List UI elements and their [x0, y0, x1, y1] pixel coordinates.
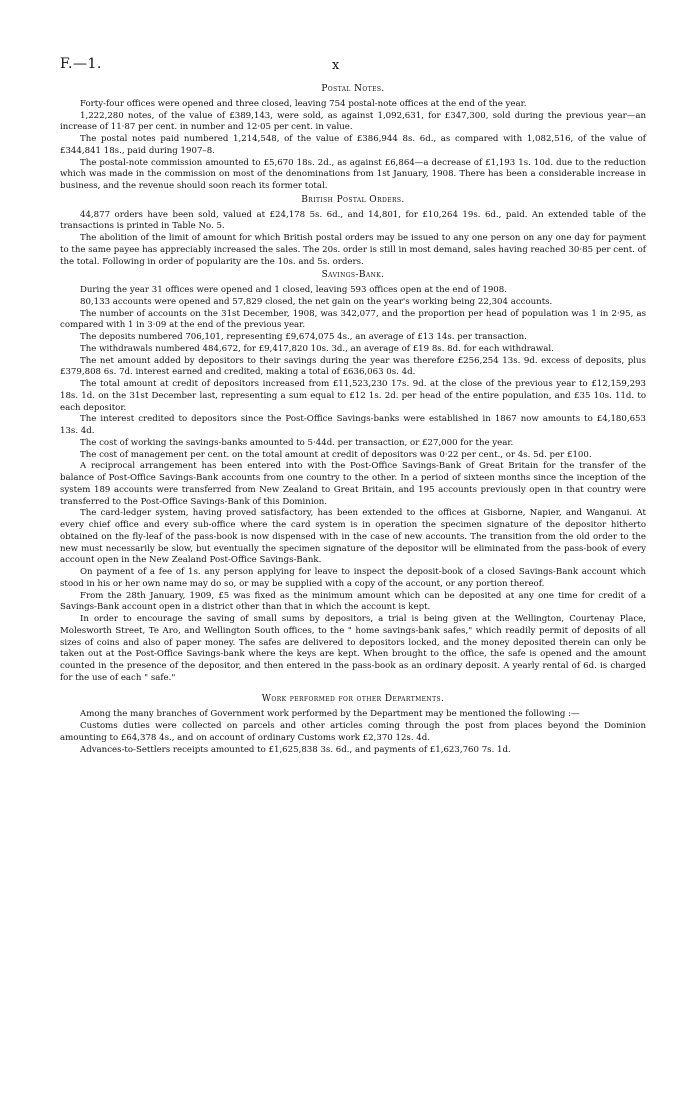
- section-heading-british-postal-orders: British Postal Orders.: [301, 194, 405, 205]
- paragraph: 44,877 orders have been sold, valued at £24,178 5s. 6d., and 14,801, for £10,264 19s. 6d., paid. An extended table of the transactions is printed in Table No. 5.: [60, 209, 646, 232]
- paragraph: The net amount added by depositors to their savings during the year was therefore £256,254 13s. 9d. excess of deposits, plus £379,808 6s. 7d. interest earned and credited, making a total of £636,063 0s. 4d.: [60, 355, 646, 378]
- paragraph: The cost of working the savings-banks amounted to 5·44d. per transaction, or £27,000 for the year.: [80, 437, 514, 448]
- paragraph: 80,133 accounts were opened and 57,829 closed, the net gain on the year's working being 22,304 accounts.: [80, 296, 553, 307]
- paragraph: From the 28th January, 1909, £5 was fixed as the minimum amount which can be deposited at any one time for credit of a Savings-Bank account open in a district other than that in which the account is kept.: [60, 590, 646, 613]
- paragraph: Among the many branches of Government work performed by the Department may be mentioned the following :—: [80, 709, 580, 720]
- section-heading-savings-bank: Savings-Bank.: [321, 270, 385, 281]
- paragraph: The card-ledger system, having proved satisfactory, has been extended to the offices at Gisborne, Napier, and Wanganui. At every chief office and every sub-office where the card system is in operation the specimen signature of the depositor hitherto obtained on the fly-leaf of the pass-book is now dispensed with in the case of new accounts. The transition from the old order to the new must necessarily be slow, but eventually the specimen signature of the depositor will be eliminated from the pass-book of every account open in the New Zealand Post-Office Savings-Bank.: [60, 508, 646, 566]
- paragraph: The cost of management per cent. on the total amount at credit of depositors was 0·22 per cent., or 4s. 5d. per £100.: [80, 449, 592, 460]
- section-heading-work-other-departments: Work performed for other Departments.: [261, 693, 445, 704]
- paragraph: 1,222,280 notes, of the value of £389,143, were sold, as against 1,092,631, for £347,300, sold during the previous year—an increase of 11·87 per cent. in number and 12·05 per cent. in value.: [60, 110, 646, 133]
- paragraph: Advances-to-Settlers receipts amounted to £1,625,838 3s. 6d., and payments of £1,623,760 7s. 1d.: [80, 744, 511, 755]
- paragraph: The deposits numbered 706,101, representing £9,674,075 4s., an average of £13 14s. per transaction.: [80, 332, 527, 342]
- paragraph: On payment of a fee of 1s. any person applying for leave to inspect the deposit-book of a closed Savings-Bank account which stood in his or her own name may do so, or may be supplied with a copy of the account, or any portion thereof.: [60, 567, 646, 589]
- paragraph: During the year 31 offices were opened and 1 closed, leaving 593 offices open at the end of 1908.: [80, 285, 507, 295]
- document-body: [60, 82, 646, 756]
- paragraph: In order to encourage the saving of small sums by depositors, a trial is being given at the Wellington, Courtenay Place, Molesworth Street, Te Aro, and Wellington South offices, to the " home savings-bank safes," which readily permit of deposits of all sizes of coins and also of paper money. The safes are delivered to depositors locked, and the money deposited therein can only be taken out at the Post-Office Savings-bank where the keys are kept. When brought to the office, the safe is opened and the amount counted in the presence of the depositor, and then entered in the pass-book as an ordinary deposit. A yearly rental of 6d. is charged for the use of each " safe.": [60, 614, 646, 683]
- paragraph: The withdrawals numbered 484,672, for £9,417,820 10s. 3d., an average of £19 8s. 8d. for each withdrawal.: [80, 343, 554, 354]
- page-number: x: [332, 58, 340, 73]
- document-reference: F.—1.: [60, 56, 102, 72]
- paragraph: The postal notes paid numbered 1,214,548, of the value of £386,944 8s. 6d., as compared with 1,082,516, of the value of £344,841 18s., paid during 1907–8.: [60, 134, 646, 156]
- paragraph: The interest credited to depositors since the Post-Office Savings-banks were established in 1867 now amounts to £4,180,653 13s. 4d.: [60, 414, 646, 436]
- paragraph: A reciprocal arrangement has been entered into with the Post-Office Savings-Bank of Great Britain for the transfer of the balance of Post-Office Savings-Bank accounts from one country to the other. In a period of sixteen months since the inception of the system 189 accounts were transferred from New Zealand to Great Britain, and 195 accounts previously open in that country were transferred to the Post-Office Savings-Bank of this Dominion.: [60, 461, 646, 507]
- paragraph: Customs duties were collected on parcels and other articles coming through the post from places beyond the Dominion amounting to £64,378 4s., and on account of ordinary Customs work £2,370 12s. 4d.: [60, 721, 646, 743]
- paragraph: Forty-four offices were opened and three closed, leaving 754 postal-note offices at the end of the year.: [80, 98, 527, 109]
- paragraph: The number of accounts on the 31st December, 1908, was 342,077, and the proportion per head of population was 1 in 2·95, as compared with 1 in 3·09 at the end of the previous year.: [60, 308, 646, 331]
- section-heading-postal-notes: Postal Notes.: [321, 84, 385, 94]
- paragraph: The total amount at credit of depositors increased from £11,523,230 17s. 9d. at the close of the previous year to £12,159,293 18s. 1d. on the 31st December last, representing a sum equal to £12 1s. 2d. per head of the entire population, and £35 10s. 11d. to each depositor.: [60, 379, 646, 413]
- paragraph: The postal-note commission amounted to £5,670 18s. 2d., as against £6,864—a decrease of £1,193 1s. 10d. due to the reduction which was made in the commission on most of the denominations from 1st January, 1908. There has been a considerable increase in business, and the revenue should soon reach its former total.: [60, 157, 646, 191]
- paragraph: The abolition of the limit of amount for which British postal orders may be issued to any one person on any one day for payment to the same payee has appreciably increased the sales. The 20s. order is still in most demand, sales having reached 30·85 per cent. of the total. Following in order of popularity are the 10s. and 5s. orders.: [60, 233, 646, 267]
